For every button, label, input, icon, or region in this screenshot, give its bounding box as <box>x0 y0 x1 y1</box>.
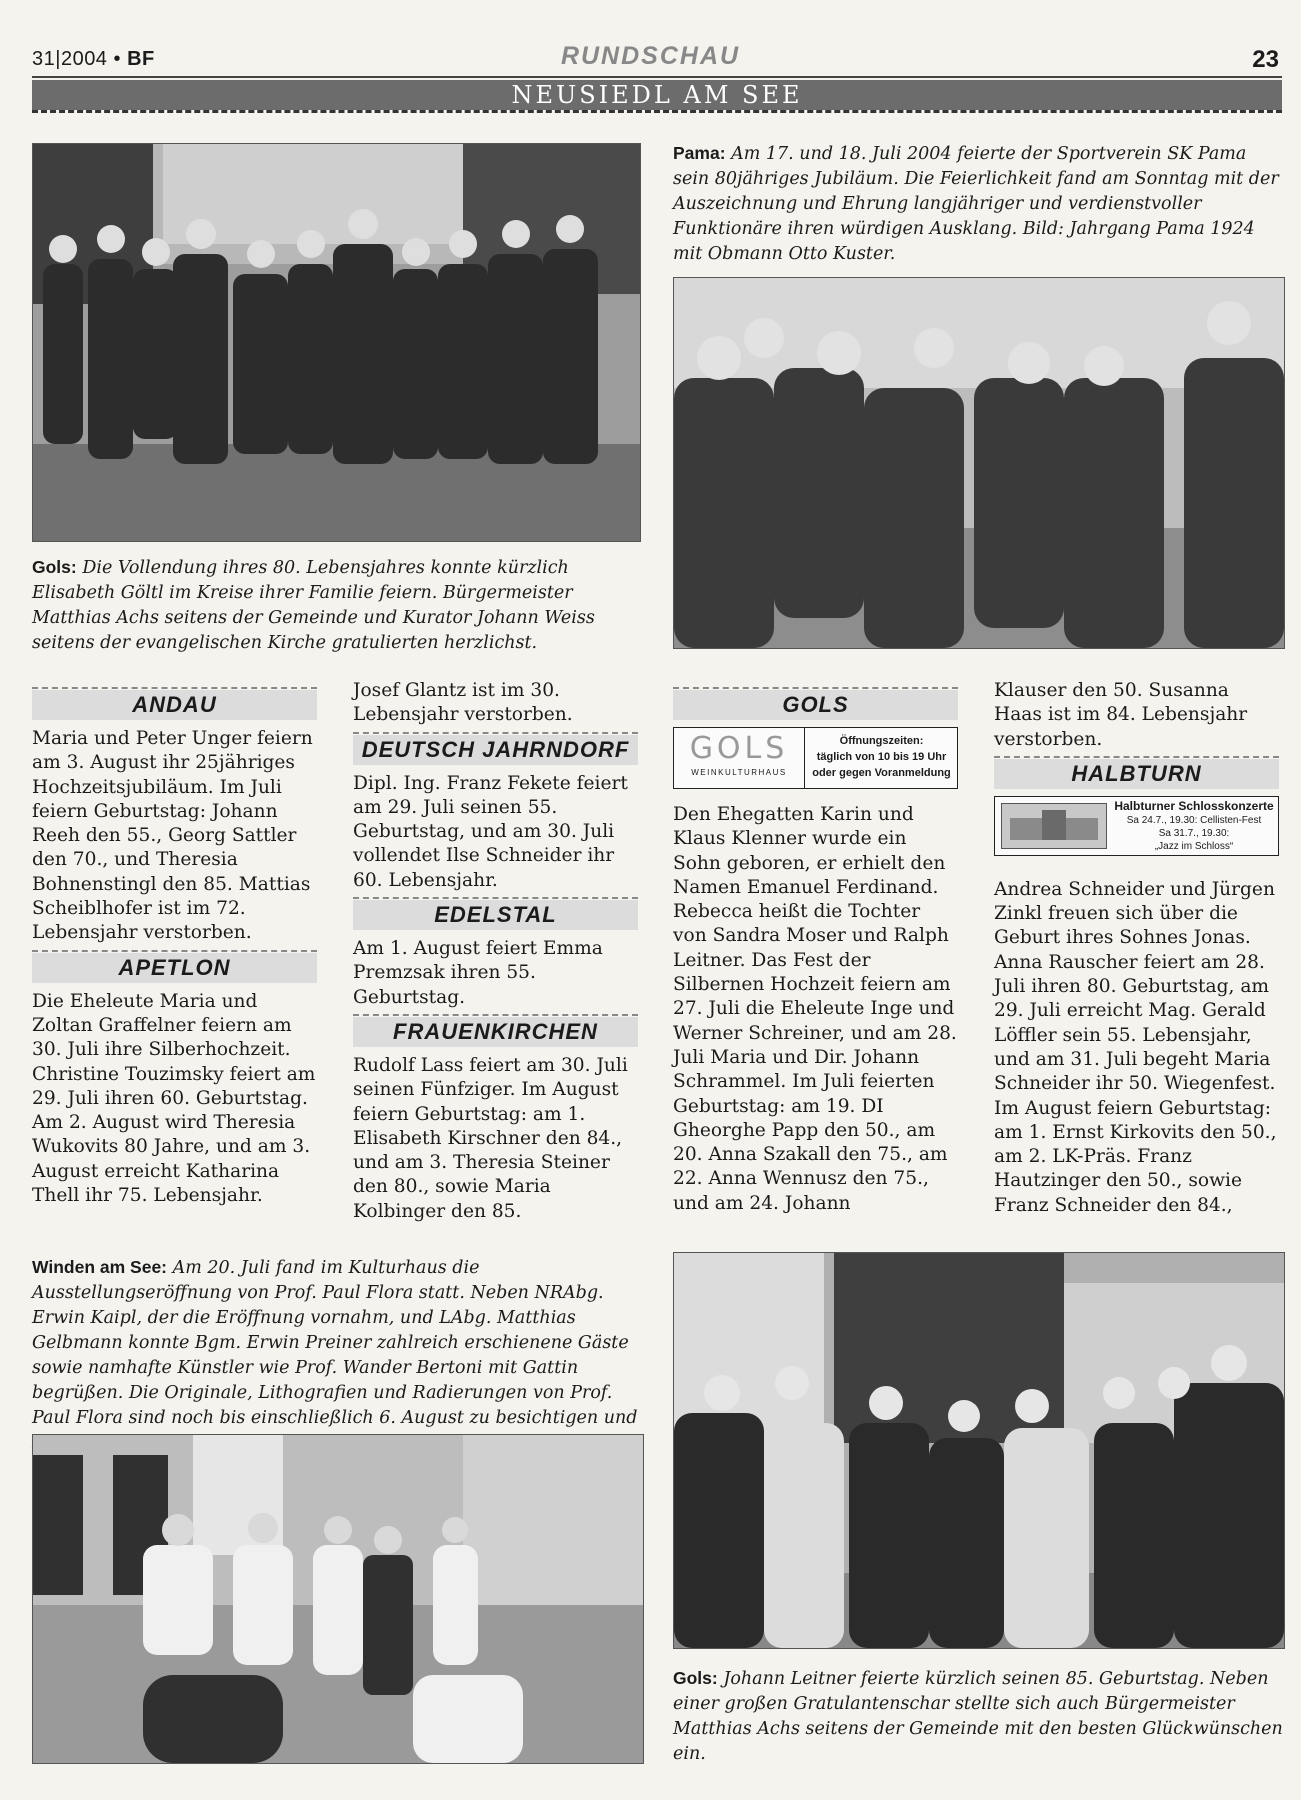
photo-gols-family <box>32 143 641 542</box>
text-col4-lead: Klauser den 50. Susanna Haas ist im 84. Lebensjahr verstorben. <box>994 680 1248 750</box>
photo-pama-jahrgang <box>673 277 1285 649</box>
section-header-frauenkirchen: FRAUENKIRCHEN <box>353 1014 638 1048</box>
caption-gols-top: Gols: Die Vollendung ihres 80. Lebensjahres konnte kürzlich Elisabeth Göltl im Kreise ihrer Familie feiern. Bürgermeister Matthias Achs seitens der Gemeinde und Kurator Johann Weiss seitens der evangelischen Kirche gratulierten herzlichst. <box>32 557 595 653</box>
section-header-deutsch-jahrndorf: DEUTSCH JAHRNDORF <box>353 732 638 766</box>
section-header-halbturn: HALBTURN <box>994 756 1279 790</box>
caption-gols-bottom: Gols: Johann Leitner feierte kürzlich seinen 85. Geburtstag. Neben einer großen Gratulantenschar stellte sich auch Bürgermeister Matthias Achs seitens der Gemeinde mit den besten Glückwünschen ein. <box>673 1668 1283 1764</box>
ad-gols-sub: WEINKULTURHAUS <box>691 768 787 777</box>
section-text-apetlon: Die Eheleute Maria und Zoltan Graffelner feiern am 30. Juli ihre Silberhochzeit. Christine Touzimsky feiert am 29. Juli ihren 60. Geburtstag. Am 2. August wird Theresia Wukovits 80 Jahre, und am 3. August erreicht Katharina Thell ihr 75. Lebensjahr. <box>32 990 316 1207</box>
text-col2-lead: Josef Glantz ist im 30. Lebensjahr verstorben. <box>353 680 573 726</box>
column-3 <box>673 683 958 1216</box>
section-header-edelstal: EDELSTAL <box>353 897 638 931</box>
page-number: 23 <box>1252 46 1279 73</box>
ad-halbturn-line2: Sa 31.7., 19.30: <box>1158 827 1230 839</box>
ad-gols-line2: oder gegen Voranmeldung <box>812 767 951 779</box>
ad-gols-logo: GOLS <box>689 731 789 766</box>
section-header-andau: ANDAU <box>32 687 317 721</box>
section-text-andau: Maria und Peter Unger feiern am 3. August ihr 25jähriges Hochzeitsjubiläum. Im Juli feiern Geburtstag: Johann Reeh den 55., Georg Sattler den 70., und Theresia Bohnenstingl den 85. Mattias Scheiblhofer ist im 72. Lebensjahr verstorben. <box>32 728 313 944</box>
ad-halbturn-schlosskonzerte <box>994 796 1279 856</box>
ad-halbturn-title: Halbturner Schlosskonzerte <box>1114 798 1274 813</box>
region-banner: NEUSIEDL AM SEE <box>32 80 1282 110</box>
caption-pama: Pama: Am 17. und 18. Juli 2004 feierte der Sportverein SK Pama sein 80jähriges Jubiläum. Die Feierlichkeit fand am Sonntag mit der Auszeichnung und Ehrung langjähriger und verdienstvoller Funktionäre ihren würdigen Ausklang. Bild: Jahrgang Pama 1924 mit Obmann Otto Kuster. <box>673 143 1279 264</box>
ad-halbturn-line1: Sa 24.7., 19.30: Cellisten-Fest <box>1126 814 1262 826</box>
ad-gols-weinkulturhaus <box>673 727 958 789</box>
section-header-apetlon: APETLON <box>32 950 317 984</box>
ad-gols-divider <box>804 728 805 788</box>
section-text-deutsch-jahrndorf: Dipl. Ing. Franz Fekete feiert am 29. Juli seinen 55. Geburtstag, und am 30. Juli vollendet Ilse Schneider ihr 60. Lebensjahr. <box>353 772 628 891</box>
caption-winden: Winden am See: Am 20. Juli fand im Kulturhaus die Ausstellungseröffnung von Prof. Paul Flora statt. Neben NRAbg. Erwin Kaipl, der die Eröffnung vornahm, und LAbg. Matthias Gelbmann konnte Bgm. Erwin Preiner zahlreich erschienene Gäste sowie namhafte Künstler wie Prof. Wander Bertoni mit Gattin begrüßen. Die Originale, Lithografien und Radierungen von Prof. Paul Flora sind noch bis einschließlich 6. August zu besichtigen und <box>32 1257 638 1428</box>
banner-dashed-rule <box>32 110 1282 113</box>
section-header-gols: GOLS <box>673 687 958 721</box>
ad-halbturn-line3: „Jazz im Schloss“ <box>1154 840 1234 852</box>
photo-gols-leitner <box>673 1252 1285 1649</box>
section-text-frauenkirchen: Rudolf Lass feiert am 30. Juli seinen Fünfziger. Im August feiern Geburtstag: am 1. Elisabeth Kirschner den 84., und am 3. Theresia Steiner den 80., sowie Maria Kolbinger den 85. <box>353 1054 628 1222</box>
section-text-gols: Den Ehegatten Karin und Klaus Klenner wurde ein Sohn geboren, er erhielt den Namen Emanuel Ferdinand. Rebecca heißt die Tochter von Sandra Moser und Ralph Leitner. Das Fest der Silbernen Hochzeit feiern am 27. Juli die Eheleute Inge und Werner Schreiner, und am 28. Juli Maria und Dir. Johann Schrammel. Im Juli feierten Geburtstag: am 19. DI Gheorghe Papp den 50., am 20. Anna Szakall den 75., am 22. Anna Wennusz den 75., und am 24. Johann <box>673 804 957 1214</box>
column-1 <box>32 683 317 1208</box>
issue-label: 31|2004 • BF <box>32 48 155 70</box>
ad-gols-line1: täglich von 10 bis 19 Uhr <box>816 751 947 763</box>
photo-winden-exhibition <box>32 1434 644 1764</box>
ad-halbturn-castle-image <box>1001 803 1107 849</box>
brand-label: BF <box>127 48 155 70</box>
section-title: RUNDSCHAU <box>560 42 741 70</box>
section-text-edelstal: Am 1. August feiert Emma Premzsak ihren 55. Geburtstag. <box>353 938 603 1008</box>
ad-gols-title: Öffnungszeiten: <box>839 735 924 747</box>
column-4 <box>994 679 1279 1218</box>
header-rule <box>32 76 1282 78</box>
column-2 <box>353 679 638 1224</box>
section-text-halbturn: Andrea Schneider und Jürgen Zinkl freuen sich über die Geburt ihres Sohnes Jonas. Anna Rauscher feiert am 28. Juli ihren 80. Geburtstag, am 29. Juli erreicht Mag. Gerald Löffler sein 55. Lebensjahr, und am 31. Juli begeht Maria Schneider ihr 50. Wiegenfest. Im August feiern Geburtstag: am 1. Ernst Kirkovits den 50., am 2. LK-Präs. Franz Hautzinger den 50., sowie Franz Schneider den 84., <box>994 878 1277 1216</box>
